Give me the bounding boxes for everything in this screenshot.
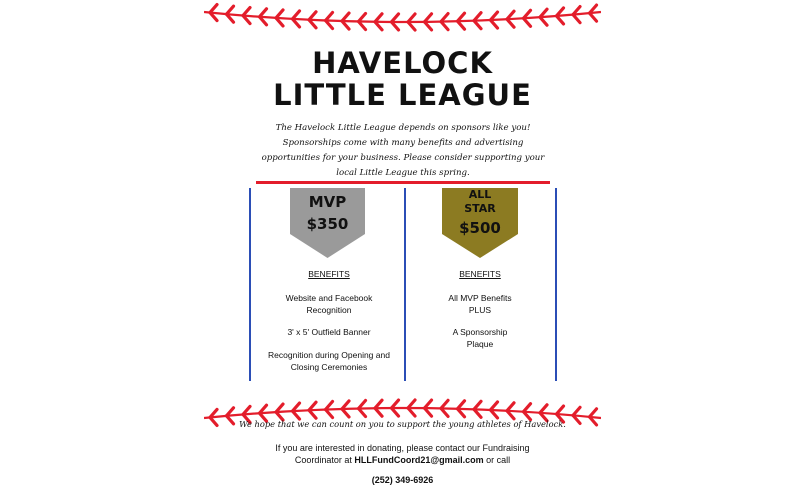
intro-text: The Havelock Little League depends on sponsors like you! Sponsorships come with many benefits and advertising opportunities for your business. Please consider supporting your local Little League this spring. bbox=[261, 123, 545, 178]
contact-text-after: or call bbox=[483, 454, 511, 465]
contact-phone: (252) 349-6926 bbox=[371, 475, 434, 485]
mvp-tier-name: MVP bbox=[308, 193, 347, 211]
contact-text-before: If you are interested in donating, please contact our Fundraising Coordinator at bbox=[275, 443, 530, 465]
mvp-benefit-item: Recognition during Opening and Closing Ceremonies bbox=[268, 350, 390, 372]
mvp-benefits bbox=[264, 0, 394, 390]
title-line-2: LITTLE LEAGUE bbox=[273, 78, 532, 112]
all-star-tier-name: ALL STAR bbox=[464, 188, 496, 215]
all-star-benefit-item: All MVP Benefits PLUS bbox=[448, 293, 512, 315]
all-star-benefit-item: A Sponsorship Plaque bbox=[452, 327, 508, 349]
closing-message: We hope that we can count on you to support the young athletes of Havelock. bbox=[239, 419, 566, 429]
blue-divider-right bbox=[555, 188, 557, 381]
all-star-benefits bbox=[416, 0, 544, 390]
sponsorship-flyer bbox=[204, 0, 601, 500]
blue-divider-left bbox=[249, 188, 251, 381]
contact-info bbox=[259, 443, 546, 466]
mvp-benefits-heading: BENEFITS bbox=[308, 269, 350, 279]
blue-divider-middle bbox=[404, 188, 406, 381]
all-star-benefits-heading: BENEFITS bbox=[459, 269, 501, 279]
mvp-benefit-item: 3' x 5' Outfield Banner bbox=[287, 327, 371, 337]
all-star-tier-price: $500 bbox=[459, 219, 501, 237]
contact-email: HLLFundCoord21@gmail.com bbox=[354, 454, 484, 465]
mvp-benefit-item: Website and Facebook Recognition bbox=[285, 293, 373, 315]
mvp-tier-price: $350 bbox=[306, 215, 349, 233]
title-line-1: HAVELOCK bbox=[312, 46, 493, 80]
